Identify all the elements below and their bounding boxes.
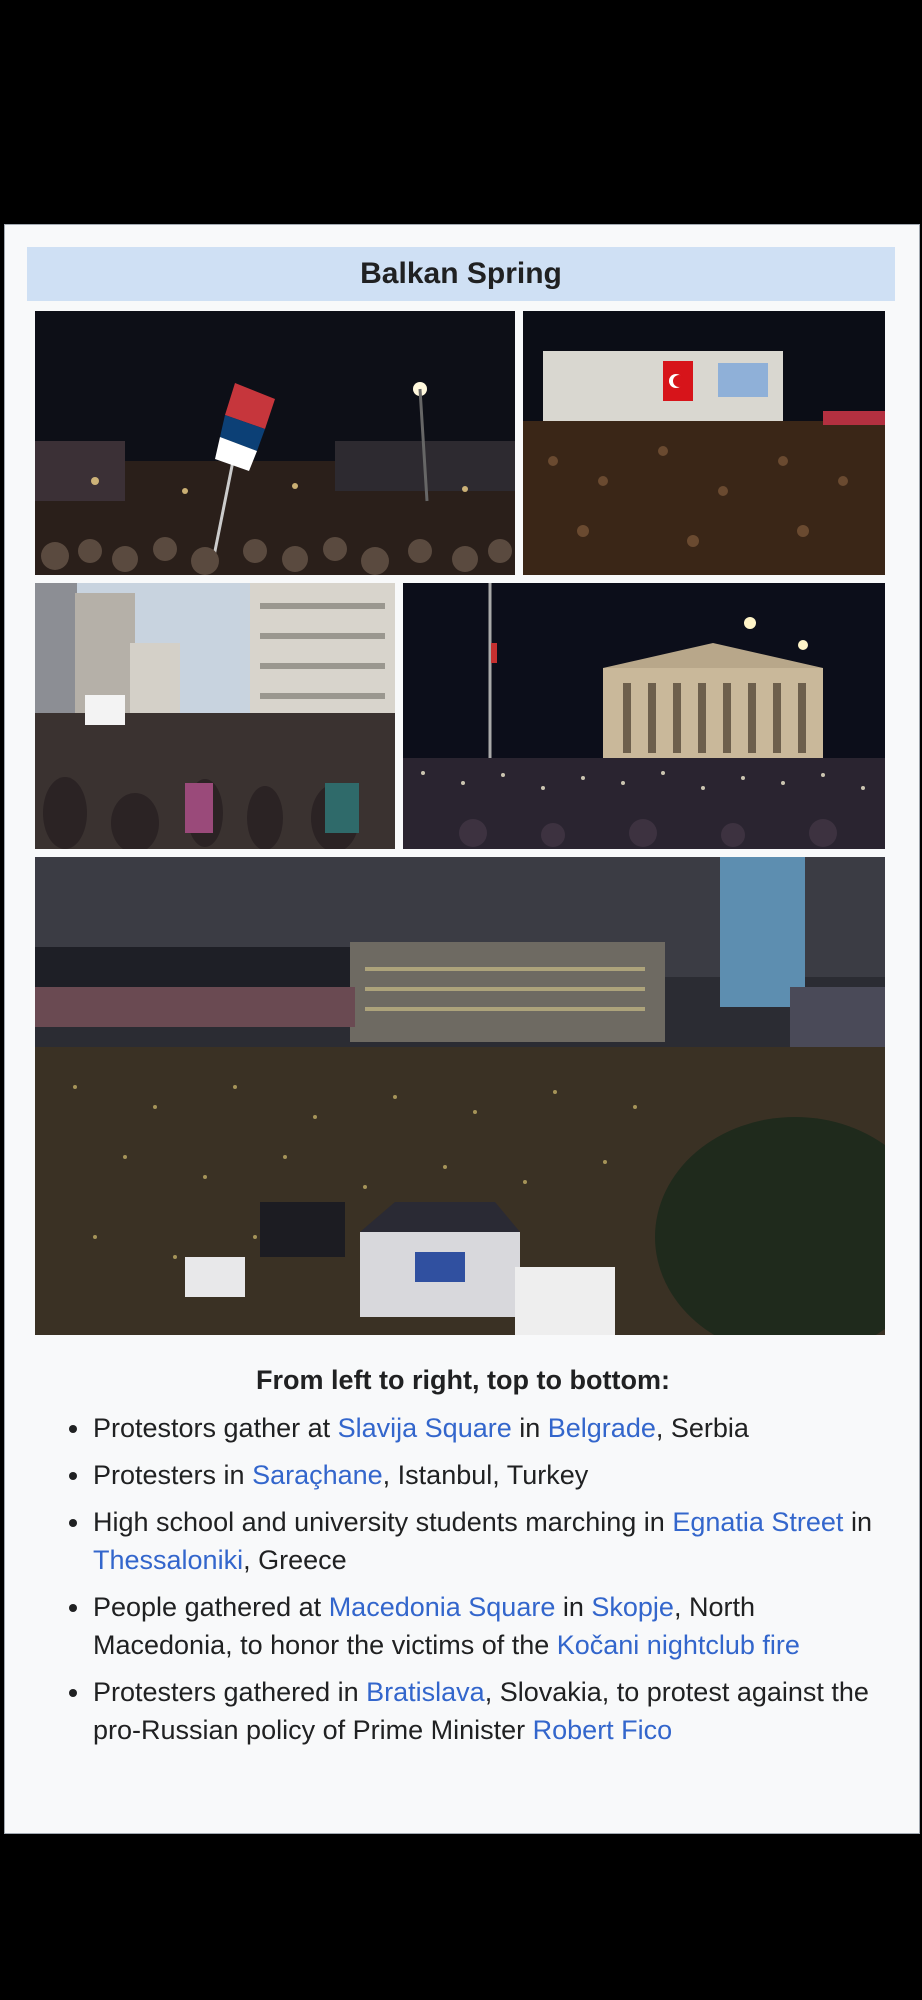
caption-text: Protestors gather at [93,1413,338,1443]
caption-text: People gathered at [93,1592,329,1622]
caption-text: Protesters gathered in [93,1677,367,1707]
photo-bratislava-protest[interactable] [35,857,885,1335]
photo-istanbul-protest[interactable] [523,311,885,575]
caption-link[interactable]: Belgrade [547,1413,656,1443]
caption-link[interactable]: Thessaloniki [93,1545,244,1575]
caption-text: , Serbia [655,1413,749,1443]
caption-text: High school and university students marching in [93,1507,673,1537]
infobox [4,224,920,1834]
photo-skopje-vigil[interactable] [403,583,885,849]
caption-item [33,1673,893,1749]
caption-item [33,1456,893,1494]
caption-link[interactable]: Robert Fico [532,1715,673,1745]
caption-link[interactable]: Slavija Square [337,1413,512,1443]
caption-text: in [511,1413,548,1443]
caption-text: , North Macedonia, to honor the victims of the [93,1592,755,1660]
infobox-title: Balkan Spring [27,247,895,301]
caption-heading: From left to right, top to bottom: [256,1365,670,1395]
caption-link[interactable]: Skopje [591,1592,674,1622]
caption-text: Protesters in [93,1460,253,1490]
caption-link[interactable]: Macedonia Square [328,1592,556,1622]
caption-link[interactable]: Saraçhane [252,1460,383,1490]
caption-link[interactable]: Bratislava [366,1677,485,1707]
photo-thessaloniki-march[interactable] [35,583,395,849]
caption-item [33,1409,893,1447]
caption-link[interactable]: Kočani nightclub fire [556,1630,800,1660]
caption-text: in [555,1592,592,1622]
caption-link[interactable]: Egnatia Street [672,1507,844,1537]
caption-item [33,1503,893,1579]
caption-text: , Slovakia, to protest against the pro-Russian policy of Prime Minister [93,1677,869,1745]
caption-text: , Istanbul, Turkey [382,1460,589,1490]
photo-belgrade-protest[interactable] [35,311,515,575]
caption-item [33,1588,893,1664]
caption-text: , Greece [243,1545,347,1575]
caption-list [33,1409,893,1758]
caption-text: in [843,1507,872,1537]
